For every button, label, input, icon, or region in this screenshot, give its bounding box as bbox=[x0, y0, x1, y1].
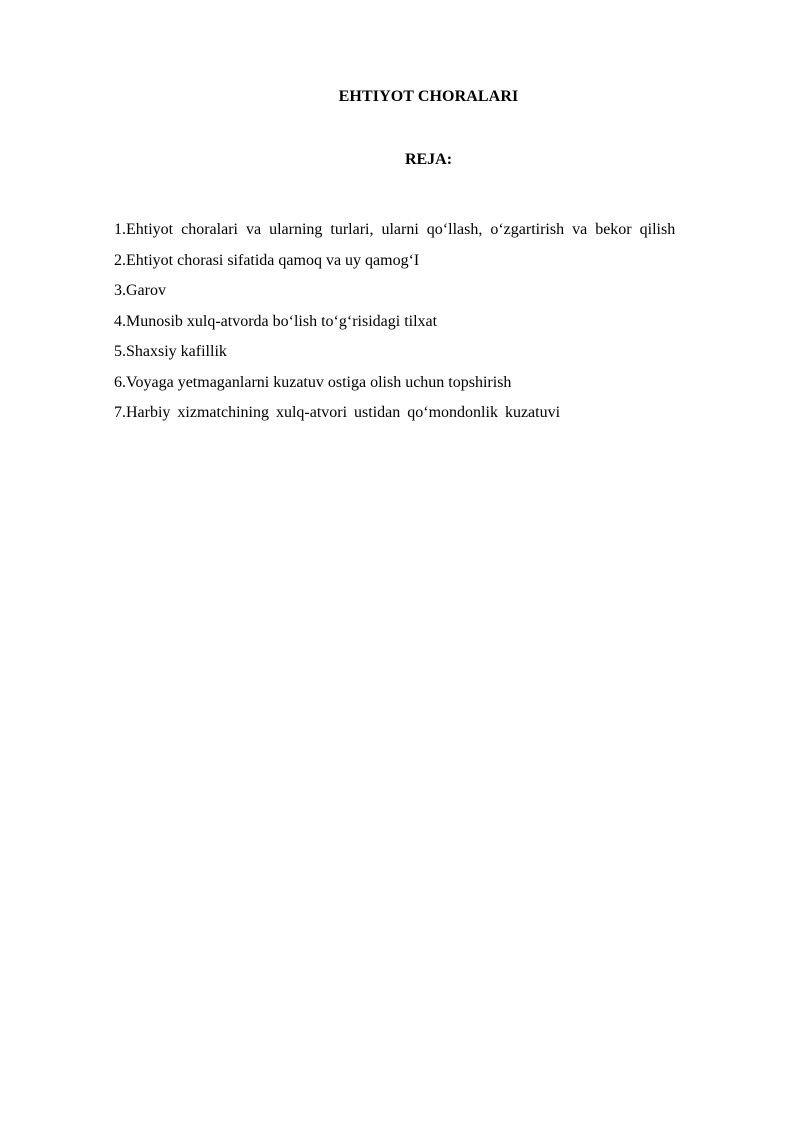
plan-item-4: 4.Munosib xulq-atvorda bo‘lish to‘g‘risidagi tilxat bbox=[114, 312, 438, 330]
plan-list bbox=[114, 215, 742, 429]
plan-item-2: 2.Ehtiyot chorasi sifatida qamoq va uy qamog‘I bbox=[114, 251, 420, 269]
plan-item-3: 3.Garov bbox=[114, 282, 166, 299]
plan-heading: REJA: bbox=[404, 151, 453, 168]
plan-item-5: 5.Shaxsiy kafillik bbox=[114, 343, 227, 360]
plan-item-7: 7.Harbiy xizmatchining xulq-atvori ustidan qo‘mondonlik kuzatuvi bbox=[114, 404, 561, 421]
plan-item-1: 1.Ehtiyot choralari va ularning turlari, ularni qo‘llash, o‘zgartirish va bekor qilish bbox=[114, 221, 676, 238]
document-title: EHTIYOT CHORALARI bbox=[338, 88, 519, 105]
plan-item-6: 6.Voyaga yetmaganlarni kuzatuv ostiga olish uchun topshirish bbox=[114, 373, 512, 391]
